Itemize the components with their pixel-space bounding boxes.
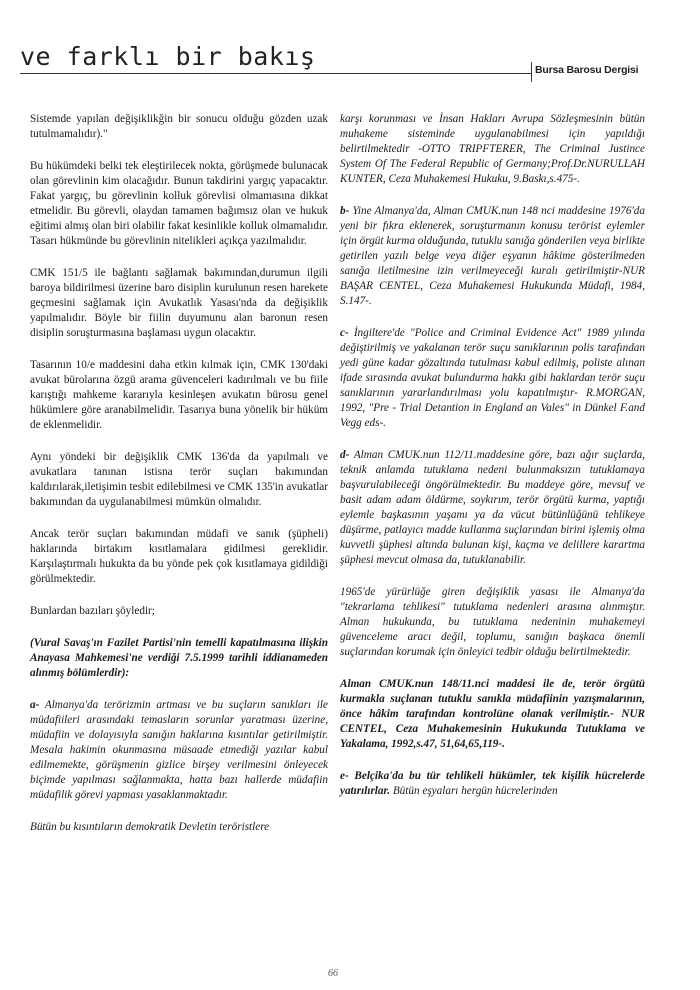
left-column	[30, 112, 328, 852]
quote-source-note: (Vural Savaş'ın Fazilet Partisi'nin temelli kapatılmasına ilişkin Anayasa Mahkemesi'ne verdiği 7.5.1999 tarihli iddianameden alınmış bölümlerdir):	[30, 637, 328, 679]
paragraph-text: Almanya'da terörizmin artması ve bu suçların sanıkları ile müdafiileri arasındaki temasların sorunlar yaratması üzerine, müdafiin ve dolayısıyla sanığın haklarına kısıntılar getirilmiştir. Mesala hakimin okunmasına müsaade etmediği yazılar kabul edilmemekte, görüşmenin gizlice birşey verilmesini önleyecek biçimde yapılması sağlanmakta, hatta bazı hallerde müdafiin müdafilik görevi yapması yasaklanmaktadır.	[30, 699, 328, 801]
item-label: e-	[340, 770, 349, 782]
paragraph-text: İngiltere'de "Police and Criminal Evidence Act" 1989 yılında değiştirilmiş ve yakalanan terör suçu sanıklarının polis tarafından yedi güne kadar gözaltında tutulması kabul edilmiş, poliste alınan ifade sırasında avukat bulundurma hakkı gibi haklardan terör suçu sanıklarının yararlandırılması yolu kapatılmıştır- R.MORGAN, 1992, "Pre - Trial Detantion in England an Vales" in Dünkel F.and Vegg eds-.	[340, 327, 645, 429]
right-column	[340, 112, 645, 816]
bold-text: Belçika'da bu tür tehlikeli hükümler, tek kişilik hücrelerde yatırılırlar.	[340, 770, 645, 797]
header-rule	[20, 73, 531, 74]
paragraph	[30, 698, 328, 803]
page-header	[20, 42, 682, 82]
paragraph-text: Bu hükümdeki belki tek eleştirilecek nokta, görüşmede bulunacak olan görevlinin kim olacağıdır. Bunun takdirini yargıç yapacaktır. Fakat yargıç, bu görevlinin kolluk görevlisi olmamasına dikkat etmelidir. Bu görevli, olaydan tamamen bağımsız olan ve hukuk eğitimi almış olan biri olabilir fakat kesinlikle kolluk olmamalıdır. Tasarı hükmünde bu görevlinin nitelikleri açıkça yazılmalıdır.	[30, 160, 328, 247]
paragraph: karşı korunması ve İnsan Hakları Avrupa Sözleşmesinin bütün muhakeme sisteminde uygulanabilmesi için yapıldığı belirtilmektedir -OTTO TRIPFTERER, The Criminal Justince System Of The Federal Republic of Germany;Prof.Dr.NURULLAH KUNTER, Ceza Muhakemesi Hukuku, 9.Baskı,s.475-.	[340, 113, 645, 185]
paragraph	[340, 326, 645, 431]
paragraph: 1965'de yürürlüğe giren değişiklik yasası ile Almanya'da "tekrarlama tehlikesi" tutuklama nedenleri arasına alınmıştır. Alman hukukunda, bu tutuklama nedeninin muhakemeyi güvenceleme aracı değil, toplumu, sanığın başkaca önemli suçlarından korumak için önleyici tedbir olduğu belirtilmektedir.	[340, 586, 645, 658]
item-label: c-	[340, 327, 349, 339]
paragraph: CMK 151/5 ile bağlantı sağlamak bakımından,durumun ilgili baroya bildirilmesi üzerine baro disiplin kurulunun resen harekete geçmesini sağlamak için Avukatlık Yasası'nda da değişiklik yapılmalıdır. Böyle bir fiilin duyumunu alan baronun resen disiplin soruşturmasına başlaması uygun olacaktır.	[30, 267, 328, 339]
item-label: a-	[30, 699, 40, 711]
paragraph	[340, 204, 645, 309]
paragraph	[340, 448, 645, 568]
item-label: d-	[340, 449, 350, 461]
paragraph: Aynı yöndeki bir değişiklik CMK 136'da da yapılmalı ve avukatlara tanınan istisna terör suçları bakımından kaldırılarak,iletişimin tesbit edilebilmesi ve CMK 135'in avukatlar bakımından da uygulanabilmesi mümkün olmalıdır.	[30, 451, 328, 508]
paragraph: Bunlardan bazıları şöyledir;	[30, 605, 155, 617]
paragraph: Ancak terör suçları bakımından müdafi ve sanık (şüpheli) haklarında birtakım kısıtlamalara gidilmesi gereklidir. Karşılaştırmalı hukukta da bu yönde pek çok kısıtlamaya gidildiği görülmektedir.	[30, 528, 328, 585]
journal-name: Bursa Barosu Dergisi	[535, 64, 639, 76]
paragraph: Alman CMUK.nun 148/11.nci maddesi ile de, terör örgütü kurmakla suçlanan tutuklu sanıkla müdafiinin yazışmalarının, önce hâkim tarafından kontrolüne olanak verilmiştir.- NUR CENTEL, Ceza Muhakemesinin Hukukunda Tutuklama ve Yakalama, 1992,s.47, 51,64,65,119-.	[340, 678, 645, 750]
header-tick	[531, 62, 532, 82]
paragraph: Sistemde yapılan değişiklikğin bir sonucu olduğu gözden uzak tutulmamalıdır)."	[30, 113, 328, 140]
paragraph: Tasarının 10/e maddesini daha etkin kılmak için, CMK 130'daki avukat bürolarına özgü arama güvenceleri kadırılmalı ve bu fiile karıştığı mahkeme kararıyla kesinleşen avukatın bürosu genel hükümlere göre aranabilmelidir. Tasarıya buna yönelik bir hüküm de eklenmelidir.	[30, 359, 328, 431]
paragraph-text: Bütün eşyaları hergün hücrelerinden	[390, 785, 558, 797]
paragraph: Bütün bu kısıntıların demokratik Devletin teröristlere	[30, 821, 270, 833]
running-title: ve farklı bir bakış	[20, 42, 316, 71]
page-number: 66	[328, 968, 338, 979]
item-label: b-	[340, 205, 350, 217]
paragraph-text: Alman CMUK.nun 112/11.maddesine göre, bazı ağır suçlarda, teknik anlamda tutuklama nedeni bulunmaksızın tutuklamaya başvurulabileceği öngörülmektedir. Bu maddeye göre, mevsuf ve basit adam adam öldürme, soykırım, terör örgütü kurma, yaptığı eylemle başkasının yaşamı ya da vücut bütünlüğünü tehlikeye düşürme, patlayıcı madde kullanma suçlarından birini işlemiş olma kuvvetli şüphesi altında bulunan kişi, kaçma ve delillere karartma şüphesi mevcut olmasa da, tutuklanabilir.	[340, 449, 645, 566]
paragraph	[340, 769, 645, 799]
paragraph-text: Yine Almanya'da, Alman CMUK.nun 148 nci maddesine 1976'da yeni bir fıkra eklenerek, soruşturmanın konusu terörist eylemler için örgüt kurma olduğunda, tutuklu sanığa gönderilen veya birlikte getirilen yazılı belge veya diğer eşyanın hâkime gösterilmeden sanığa iletilmesine izin verilmeyeceği kuralı getirilmiştir-NUR BAŞAR CENTEL, Ceza Muhakemesi Hukukunda Müdafi, 1984, S.147-.	[340, 205, 645, 307]
paragraph	[30, 159, 328, 249]
